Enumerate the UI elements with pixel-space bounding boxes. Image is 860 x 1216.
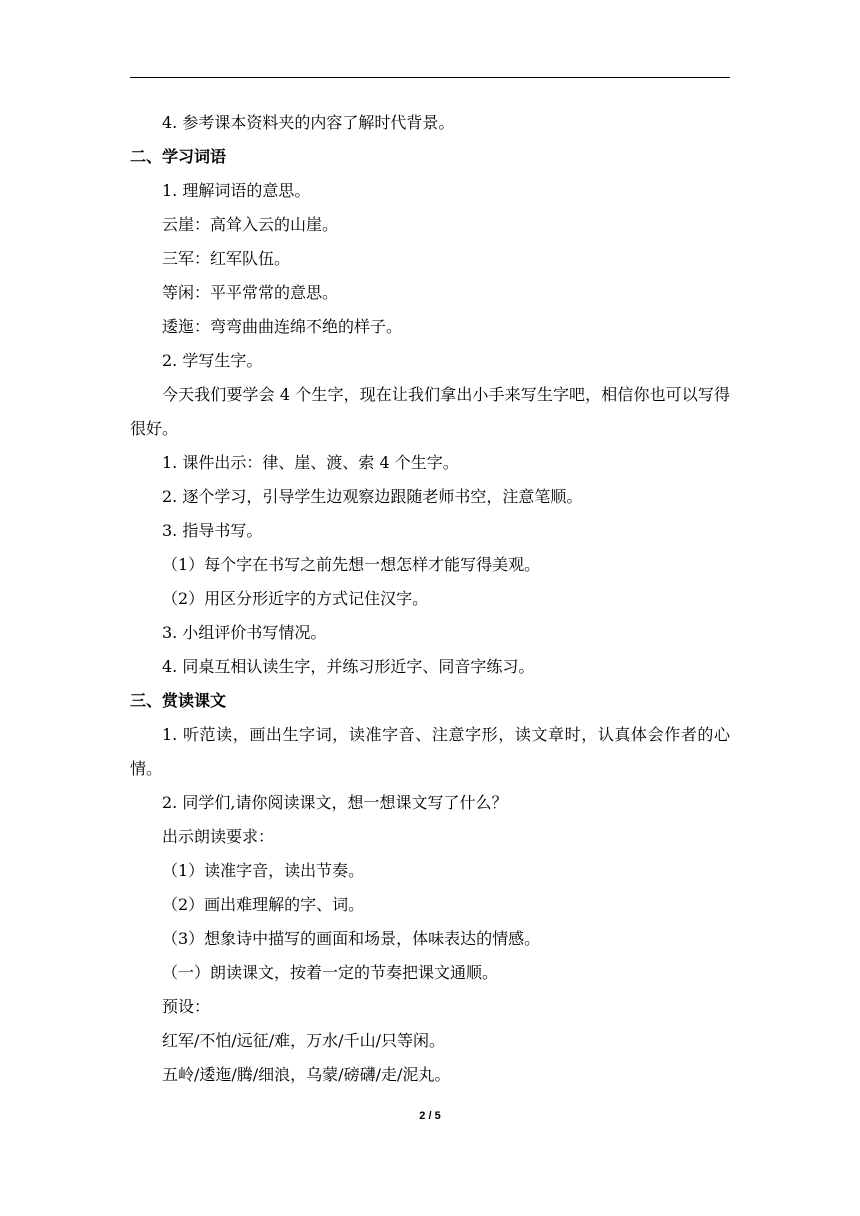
body-line: 3. 小组评价书写情况。 bbox=[162, 623, 327, 642]
page-number: 2 / 5 bbox=[419, 1110, 441, 1122]
vocab-definition: 逶迤：弯弯曲曲连绵不绝的样子。 bbox=[162, 317, 403, 336]
sub-item: （2）画出难理解的字、词。 bbox=[162, 895, 365, 914]
document-body bbox=[130, 106, 730, 1092]
body-line: 1. 理解词语的意思。 bbox=[162, 181, 311, 200]
sub-item: （3）想象诗中描写的画面和场景，体味表达的情感。 bbox=[162, 929, 541, 948]
section-heading: 三、赏读课文 bbox=[130, 691, 227, 710]
body-paragraph: 1. 听范读，画出生字词，读准字音、注意字形，读文章时，认真体会作者的心情。 bbox=[130, 725, 730, 778]
sub-item: （1）读准字音，读出节奏。 bbox=[162, 861, 365, 880]
section-heading: 二、学习词语 bbox=[130, 147, 227, 166]
body-line: 预设： bbox=[162, 997, 211, 1016]
body-line: 2. 逐个学习，引导学生边观察边跟随老师书空，注意笔顺。 bbox=[162, 487, 583, 506]
vocab-definition: 三军：红军队伍。 bbox=[162, 249, 291, 268]
body-line: 4. 同桌互相认读生字，并练习形近字、同音字练习。 bbox=[162, 657, 535, 676]
header-rule bbox=[130, 77, 730, 78]
vocab-definition: 云崖：高耸入云的山崖。 bbox=[162, 215, 339, 234]
body-line: 2. 同学们,请你阅读课文，想一想课文写了什么？ bbox=[162, 793, 508, 812]
body-paragraph: 今天我们要学会 4 个生字，现在让我们拿出小手来写生字吧，相信你也可以写得很好。 bbox=[130, 385, 730, 438]
body-line: 1. 课件出示：律、崖、渡、索 4 个生字。 bbox=[162, 453, 459, 472]
sub-item: （1）每个字在书写之前先想一想怎样才能写得美观。 bbox=[162, 555, 541, 574]
body-line: 4. 参考课本资料夹的内容了解时代背景。 bbox=[162, 113, 455, 132]
body-line: 3. 指导书写。 bbox=[162, 521, 263, 540]
vocab-definition: 等闲：平平常常的意思。 bbox=[162, 283, 339, 302]
poem-line: 红军/不怕/远征/难，万水/千山/只等闲。 bbox=[162, 1031, 445, 1050]
body-line: 2. 学写生字。 bbox=[162, 351, 263, 370]
poem-line: 五岭/逶迤/腾/细浪，乌蒙/磅礴/走/泥丸。 bbox=[162, 1065, 451, 1084]
body-line: 出示朗读要求： bbox=[162, 827, 275, 846]
sub-item: （2）用区分形近字的方式记住汉字。 bbox=[162, 589, 429, 608]
sub-item: （一）朗读课文，按着一定的节奏把课文通顺。 bbox=[162, 963, 499, 982]
